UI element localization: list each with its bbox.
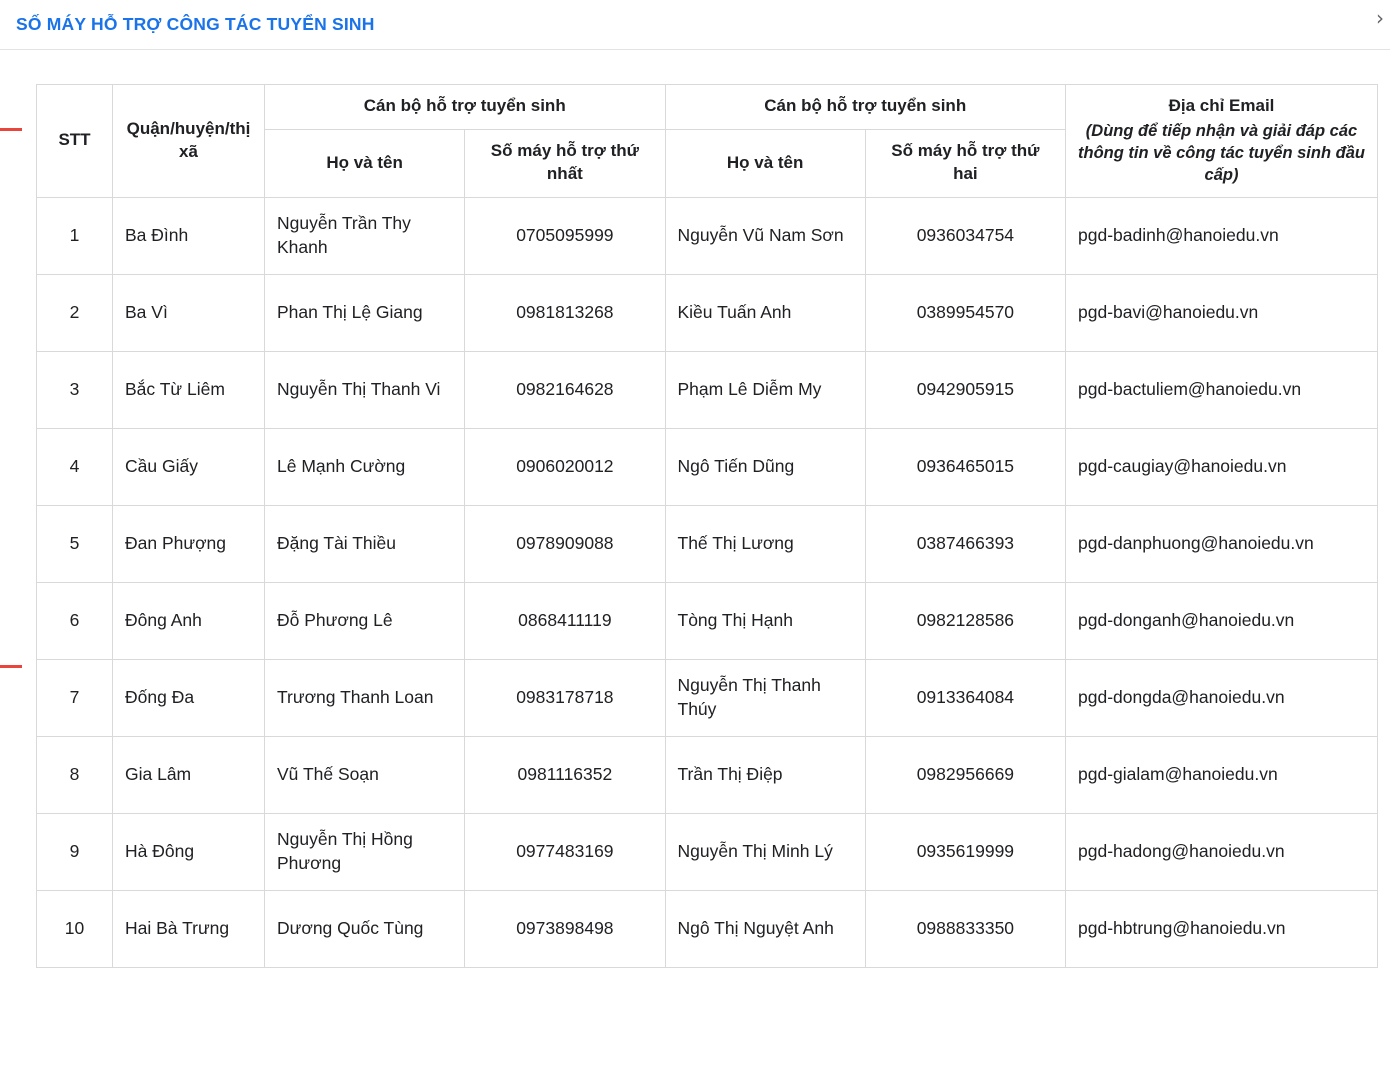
page-header: [0, 0, 1390, 50]
cell-stt: 2: [37, 274, 113, 351]
cell-phone-2: 0936465015: [865, 428, 1065, 505]
cell-phone-1: 0978909088: [465, 505, 665, 582]
cell-phone-1: 0705095999: [465, 197, 665, 274]
cell-phone-2: 0982128586: [865, 582, 1065, 659]
group-header-staff-2: Cán bộ hỗ trợ tuyển sinh: [665, 85, 1066, 130]
cell-district: Hà Đông: [113, 813, 265, 890]
support-contacts-table: [36, 84, 1378, 968]
cell-district: Đan Phượng: [113, 505, 265, 582]
cell-phone-1: 0982164628: [465, 351, 665, 428]
table-row: [37, 197, 1378, 274]
table-row: [37, 428, 1378, 505]
cell-name-2: Trần Thị Điệp: [665, 736, 865, 813]
column-header-email-title: Địa chỉ Email: [1168, 96, 1275, 115]
chevron-right-icon[interactable]: ›: [1376, 6, 1384, 30]
cell-name-2: Kiều Tuấn Anh: [665, 274, 865, 351]
cell-district: Bắc Từ Liêm: [113, 351, 265, 428]
cell-phone-2: 0982956669: [865, 736, 1065, 813]
column-header-email-note: (Dùng để tiếp nhận và giải đáp các thông tin về công tác tuyển sinh đầu cấp): [1078, 121, 1365, 185]
cell-district: Gia Lâm: [113, 736, 265, 813]
cell-phone-1: 0977483169: [465, 813, 665, 890]
cell-stt: 4: [37, 428, 113, 505]
table-header-row-1: [37, 85, 1378, 130]
cell-phone-1: 0981813268: [465, 274, 665, 351]
cell-name-2: Tòng Thị Hạnh: [665, 582, 865, 659]
cell-name-1: Phan Thị Lệ Giang: [265, 274, 465, 351]
cell-stt: 3: [37, 351, 113, 428]
cell-name-1: Đỗ Phương Lê: [265, 582, 465, 659]
cell-phone-2: 0942905915: [865, 351, 1065, 428]
cell-phone-2: 0935619999: [865, 813, 1065, 890]
column-header-phone-2: Số máy hỗ trợ thứ hai: [865, 129, 1065, 197]
cell-stt: 9: [37, 813, 113, 890]
cell-phone-2: 0913364084: [865, 659, 1065, 736]
cell-name-1: Nguyễn Thị Thanh Vi: [265, 351, 465, 428]
column-header-email: [1066, 85, 1378, 198]
cell-name-1: Lê Mạnh Cường: [265, 428, 465, 505]
cell-stt: 7: [37, 659, 113, 736]
table-row: [37, 890, 1378, 967]
cell-name-2: Nguyễn Thị Thanh Thúy: [665, 659, 865, 736]
cell-phone-2: 0387466393: [865, 505, 1065, 582]
cell-name-2: Nguyễn Vũ Nam Sơn: [665, 197, 865, 274]
cell-email: pgd-bactuliem@hanoiedu.vn: [1066, 351, 1378, 428]
cell-email: pgd-bavi@hanoiedu.vn: [1066, 274, 1378, 351]
table-row: [37, 736, 1378, 813]
cell-email: pgd-hadong@hanoiedu.vn: [1066, 813, 1378, 890]
cell-email: pgd-dongda@hanoiedu.vn: [1066, 659, 1378, 736]
cell-phone-1: 0906020012: [465, 428, 665, 505]
cell-district: Hai Bà Trưng: [113, 890, 265, 967]
cell-stt: 1: [37, 197, 113, 274]
column-header-phone-1: Số máy hỗ trợ thứ nhất: [465, 129, 665, 197]
group-header-staff-1: Cán bộ hỗ trợ tuyển sinh: [265, 85, 666, 130]
cell-name-1: Trương Thanh Loan: [265, 659, 465, 736]
column-header-name-2: Họ và tên: [665, 129, 865, 197]
crop-mark-bottom: [0, 665, 22, 668]
cell-name-2: Nguyễn Thị Minh Lý: [665, 813, 865, 890]
cell-district: Đông Anh: [113, 582, 265, 659]
table-row: [37, 813, 1378, 890]
cell-district: Ba Vì: [113, 274, 265, 351]
cell-district: Ba Đình: [113, 197, 265, 274]
cell-stt: 10: [37, 890, 113, 967]
table-row: [37, 351, 1378, 428]
table-body: [37, 197, 1378, 967]
cell-name-1: Nguyễn Trần Thy Khanh: [265, 197, 465, 274]
table-container: [0, 50, 1390, 968]
column-header-name-1: Họ và tên: [265, 129, 465, 197]
cell-stt: 5: [37, 505, 113, 582]
cell-email: pgd-caugiay@hanoiedu.vn: [1066, 428, 1378, 505]
cell-name-2: Ngô Thị Nguyệt Anh: [665, 890, 865, 967]
cell-name-2: Ngô Tiến Dũng: [665, 428, 865, 505]
cell-name-1: Vũ Thế Soạn: [265, 736, 465, 813]
cell-phone-2: 0389954570: [865, 274, 1065, 351]
table-header: [37, 85, 1378, 198]
cell-phone-1: 0868411119: [465, 582, 665, 659]
cell-name-2: Thế Thị Lương: [665, 505, 865, 582]
table-row: [37, 659, 1378, 736]
cell-name-1: Nguyễn Thị Hồng Phương: [265, 813, 465, 890]
cell-email: pgd-danphuong@hanoiedu.vn: [1066, 505, 1378, 582]
cell-phone-2: 0988833350: [865, 890, 1065, 967]
cell-name-1: Đặng Tài Thiều: [265, 505, 465, 582]
table-row: [37, 274, 1378, 351]
cell-district: Đống Đa: [113, 659, 265, 736]
cell-phone-1: 0981116352: [465, 736, 665, 813]
cell-stt: 6: [37, 582, 113, 659]
cell-phone-1: 0983178718: [465, 659, 665, 736]
page-title: SỐ MÁY HỖ TRỢ CÔNG TÁC TUYỂN SINH: [16, 14, 375, 34]
cell-email: pgd-gialam@hanoiedu.vn: [1066, 736, 1378, 813]
cell-name-1: Dương Quốc Tùng: [265, 890, 465, 967]
cell-stt: 8: [37, 736, 113, 813]
table-row: [37, 505, 1378, 582]
cell-phone-1: 0973898498: [465, 890, 665, 967]
cell-email: pgd-badinh@hanoiedu.vn: [1066, 197, 1378, 274]
cell-email: pgd-hbtrung@hanoiedu.vn: [1066, 890, 1378, 967]
cell-email: pgd-donganh@hanoiedu.vn: [1066, 582, 1378, 659]
cell-phone-2: 0936034754: [865, 197, 1065, 274]
table-row: [37, 582, 1378, 659]
cell-name-2: Phạm Lê Diễm My: [665, 351, 865, 428]
crop-mark-top: [0, 128, 22, 131]
column-header-stt: STT: [37, 85, 113, 198]
column-header-district: Quận/huyện/thị xã: [113, 85, 265, 198]
cell-district: Cầu Giấy: [113, 428, 265, 505]
